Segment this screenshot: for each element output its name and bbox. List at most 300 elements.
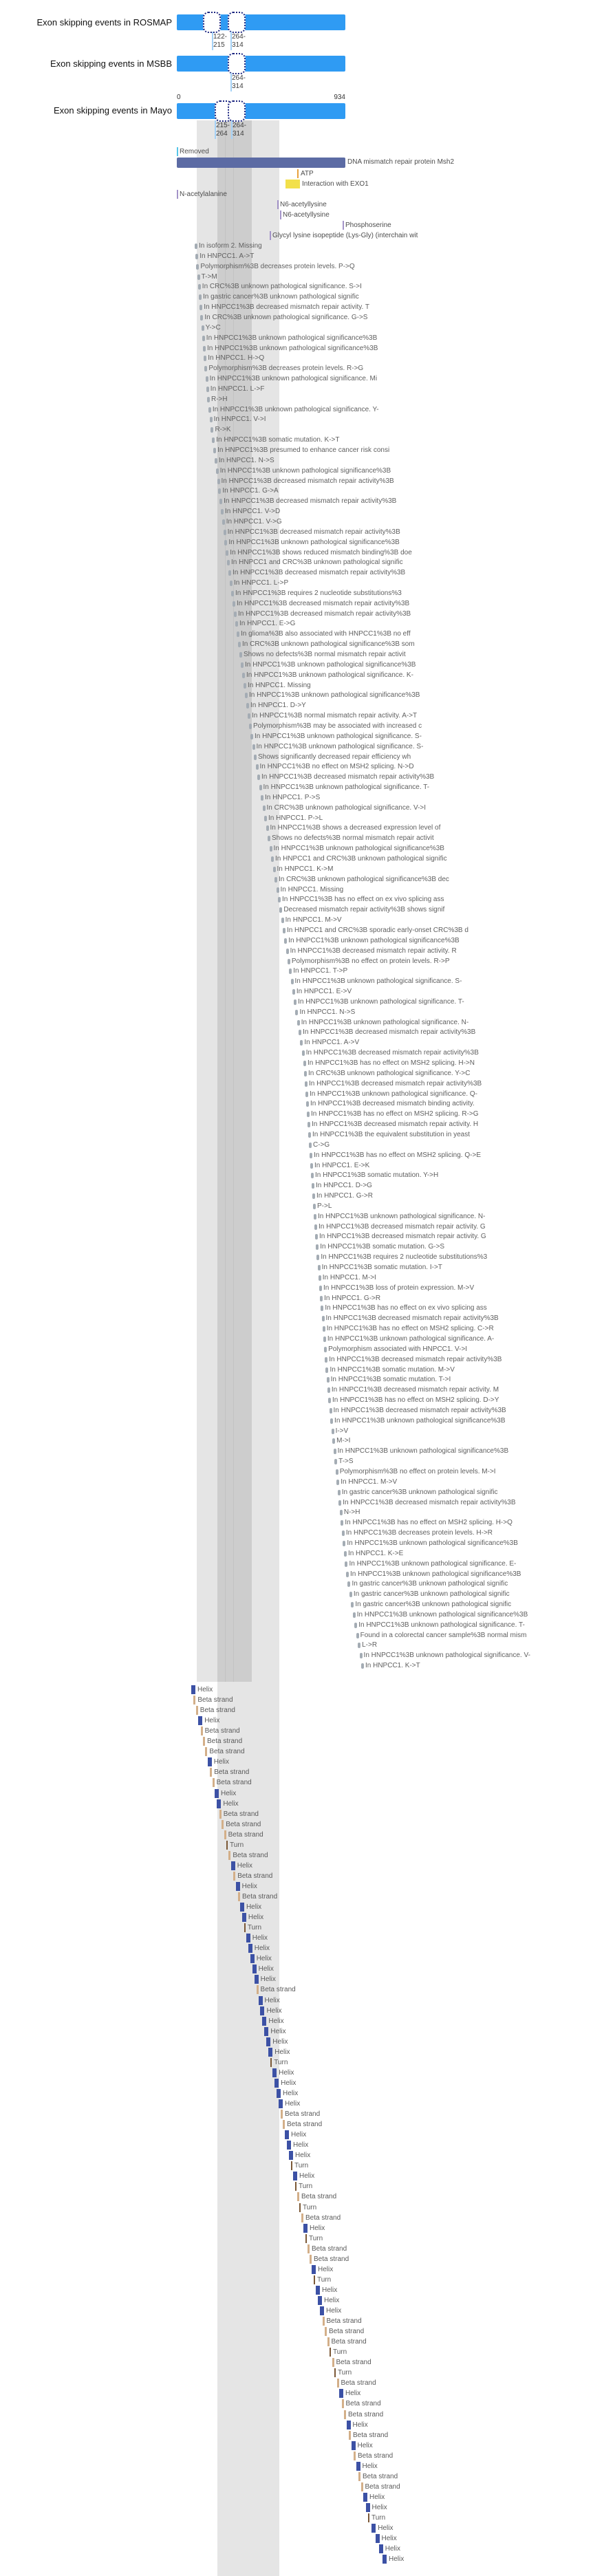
exon-marker-box[interactable] bbox=[228, 12, 246, 33]
helix-tick[interactable] bbox=[191, 1685, 195, 1694]
variant-marker[interactable] bbox=[259, 785, 262, 790]
variant-marker[interactable] bbox=[325, 1357, 327, 1363]
structure-label: Helix bbox=[291, 2131, 307, 2139]
variant-marker[interactable] bbox=[266, 825, 269, 831]
variant-label: In HNPCC1. T->P bbox=[293, 967, 348, 975]
helix-tick[interactable] bbox=[289, 2151, 293, 2160]
beta-strand-tick[interactable] bbox=[310, 2255, 312, 2264]
helix-tick[interactable] bbox=[268, 2048, 272, 2057]
variant-marker[interactable] bbox=[274, 877, 277, 883]
structure-label: Helix bbox=[260, 1976, 276, 1984]
beta-strand-tick[interactable] bbox=[344, 2410, 346, 2419]
variant-marker[interactable] bbox=[206, 376, 208, 382]
helix-tick[interactable] bbox=[246, 1934, 250, 1942]
variant-label: R->H bbox=[211, 395, 228, 403]
marker-range-label: 264- bbox=[232, 33, 246, 41]
variant-marker[interactable] bbox=[338, 1500, 341, 1506]
variant-marker[interactable] bbox=[288, 959, 290, 964]
beta-strand-tick[interactable] bbox=[297, 2192, 299, 2201]
variant-marker[interactable] bbox=[248, 713, 250, 719]
helix-tick[interactable] bbox=[371, 2524, 376, 2533]
variant-marker[interactable] bbox=[310, 1163, 313, 1169]
exon-marker-box[interactable] bbox=[228, 100, 246, 122]
variant-marker[interactable] bbox=[305, 1092, 308, 1097]
variant-label: In CRC%3B unknown pathological significance. V->I bbox=[266, 803, 427, 812]
helix-tick[interactable] bbox=[252, 1965, 257, 1973]
beta-strand-tick[interactable] bbox=[193, 1696, 195, 1704]
helix-tick[interactable] bbox=[376, 2534, 380, 2543]
beta-strand-tick[interactable] bbox=[224, 1830, 226, 1839]
variant-marker[interactable] bbox=[283, 928, 285, 933]
helix-tick[interactable] bbox=[287, 2141, 291, 2150]
helix-tick[interactable] bbox=[303, 2224, 308, 2233]
beta-strand-tick[interactable] bbox=[210, 1768, 212, 1777]
helix-tick[interactable] bbox=[217, 1799, 221, 1808]
beta-strand-tick[interactable] bbox=[332, 2358, 334, 2367]
annotation-tick[interactable] bbox=[297, 169, 299, 178]
variant-label: Decreased mismatch repair activity%3B shows signif bbox=[283, 906, 445, 914]
variant-label: In HNPCC1%3B decreased mismatch repair activity%3B bbox=[329, 1355, 502, 1363]
turn-tick[interactable] bbox=[244, 1923, 246, 1932]
variant-marker[interactable] bbox=[196, 264, 199, 270]
helix-tick[interactable] bbox=[272, 2068, 277, 2077]
marker-range-label: 314 bbox=[232, 41, 244, 49]
variant-marker[interactable] bbox=[319, 1275, 321, 1281]
helix-tick[interactable] bbox=[366, 2503, 370, 2512]
variant-marker[interactable] bbox=[325, 1367, 328, 1373]
variant-marker[interactable] bbox=[299, 1030, 301, 1035]
variant-marker[interactable] bbox=[203, 346, 206, 351]
variant-marker[interactable] bbox=[250, 734, 253, 739]
helix-tick[interactable] bbox=[320, 2306, 324, 2315]
variant-marker[interactable] bbox=[208, 407, 211, 413]
beta-strand-tick[interactable] bbox=[342, 2399, 344, 2408]
turn-tick[interactable] bbox=[299, 2203, 301, 2212]
variant-marker[interactable] bbox=[334, 1449, 336, 1454]
variant-marker[interactable] bbox=[324, 1347, 327, 1352]
variant-marker[interactable] bbox=[318, 1265, 321, 1270]
variant-marker[interactable] bbox=[323, 1336, 326, 1342]
beta-strand-tick[interactable] bbox=[354, 2451, 356, 2460]
variant-marker[interactable] bbox=[195, 243, 197, 249]
variant-marker[interactable] bbox=[268, 836, 270, 841]
variant-marker[interactable] bbox=[271, 856, 274, 862]
structure-label: Helix bbox=[293, 2141, 309, 2150]
variant-marker[interactable] bbox=[341, 1520, 343, 1526]
variant-marker[interactable] bbox=[340, 1510, 343, 1515]
variant-marker[interactable] bbox=[294, 999, 296, 1005]
variant-marker[interactable] bbox=[256, 764, 259, 770]
variant-marker[interactable] bbox=[314, 1214, 316, 1220]
variant-marker[interactable] bbox=[295, 1010, 298, 1015]
annotation-tick[interactable] bbox=[270, 231, 271, 240]
beta-strand-tick[interactable] bbox=[213, 1778, 215, 1787]
helix-tick[interactable] bbox=[356, 2462, 360, 2471]
variant-marker[interactable] bbox=[349, 1592, 352, 1597]
variant-marker[interactable] bbox=[277, 887, 279, 893]
structure-label: Beta strand bbox=[329, 2328, 365, 2336]
structure-label: Helix bbox=[213, 1758, 230, 1766]
variant-marker[interactable] bbox=[252, 744, 255, 750]
structure-label: Turn bbox=[303, 2203, 317, 2211]
variant-marker[interactable] bbox=[313, 1204, 316, 1209]
structure-label: Helix bbox=[274, 2048, 290, 2056]
beta-strand-tick[interactable] bbox=[257, 1985, 259, 1994]
variant-marker[interactable] bbox=[327, 1377, 330, 1383]
variant-marker[interactable] bbox=[312, 1193, 315, 1199]
variant-marker[interactable] bbox=[316, 1244, 319, 1250]
structure-label: Helix bbox=[252, 1934, 268, 1942]
helix-tick[interactable] bbox=[231, 1861, 235, 1870]
variant-marker[interactable] bbox=[314, 1224, 317, 1230]
variant-marker[interactable] bbox=[199, 294, 202, 300]
beta-strand-tick[interactable] bbox=[222, 1820, 224, 1829]
variant-label: In isoform 2. Missing bbox=[199, 242, 262, 250]
variant-marker[interactable] bbox=[213, 448, 216, 453]
chain-bar[interactable] bbox=[177, 158, 345, 168]
variant-marker[interactable] bbox=[239, 652, 242, 658]
variant-marker[interactable] bbox=[281, 918, 284, 923]
turn-tick[interactable] bbox=[334, 2368, 336, 2377]
variant-marker[interactable] bbox=[310, 1153, 312, 1158]
variant-marker[interactable] bbox=[328, 1398, 331, 1403]
helix-tick[interactable] bbox=[255, 1975, 259, 1984]
variant-label: In HNPCC1. L->F bbox=[210, 385, 265, 393]
helix-tick[interactable] bbox=[363, 2493, 367, 2502]
variant-label: In HNPCC1. M->I bbox=[322, 1273, 376, 1281]
helix-tick[interactable] bbox=[339, 2389, 343, 2398]
helix-tick[interactable] bbox=[215, 1789, 219, 1798]
variant-marker[interactable] bbox=[327, 1387, 330, 1393]
turn-tick[interactable] bbox=[226, 1841, 228, 1850]
variant-marker[interactable] bbox=[233, 601, 235, 607]
variant-label: T->M bbox=[201, 272, 217, 281]
variant-marker[interactable] bbox=[300, 1040, 303, 1046]
variant-label: In gastric cancer%3B unknown pathological signific bbox=[355, 1601, 512, 1609]
variant-marker[interactable] bbox=[246, 703, 249, 708]
track-bar[interactable] bbox=[177, 14, 345, 30]
variant-marker[interactable] bbox=[200, 315, 203, 321]
variant-marker[interactable] bbox=[312, 1183, 314, 1189]
variant-marker[interactable] bbox=[346, 1572, 349, 1577]
helix-tick[interactable] bbox=[260, 2006, 264, 2015]
helix-tick[interactable] bbox=[208, 1757, 212, 1766]
variant-marker[interactable] bbox=[241, 662, 244, 668]
variant-marker[interactable] bbox=[306, 1101, 309, 1107]
helix-tick[interactable] bbox=[262, 2017, 266, 2026]
structure-label: Beta strand bbox=[214, 1768, 250, 1777]
beta-strand-tick[interactable] bbox=[301, 2214, 303, 2222]
structure-label: Helix bbox=[299, 2172, 315, 2180]
helix-tick[interactable] bbox=[259, 1996, 263, 2005]
variant-label: R->K bbox=[215, 426, 231, 434]
variant-marker[interactable] bbox=[195, 254, 198, 259]
beta-strand-tick[interactable] bbox=[233, 1872, 235, 1881]
variant-marker[interactable] bbox=[319, 1286, 322, 1291]
variant-marker[interactable] bbox=[273, 867, 276, 872]
helix-tick[interactable] bbox=[312, 2265, 316, 2274]
track-label: Exon skipping events in ROSMAP bbox=[36, 17, 172, 28]
helix-tick[interactable] bbox=[240, 1903, 244, 1912]
variant-marker[interactable] bbox=[264, 816, 267, 821]
variant-marker[interactable] bbox=[198, 284, 201, 290]
beta-strand-tick[interactable] bbox=[205, 1747, 207, 1756]
structure-label: Beta strand bbox=[207, 1738, 243, 1746]
variant-marker[interactable] bbox=[307, 1112, 310, 1117]
helix-tick[interactable] bbox=[293, 2172, 297, 2180]
variant-marker[interactable] bbox=[334, 1459, 337, 1464]
variant-marker[interactable] bbox=[302, 1050, 305, 1056]
turn-tick[interactable] bbox=[291, 2161, 292, 2170]
variant-label: In HNPCC1. D->G bbox=[316, 1182, 372, 1190]
structure-label: Turn bbox=[247, 1924, 262, 1932]
variant-marker[interactable] bbox=[332, 1438, 335, 1444]
beta-strand-tick[interactable] bbox=[323, 2317, 325, 2326]
beta-strand-tick[interactable] bbox=[228, 1851, 230, 1860]
variant-marker[interactable] bbox=[202, 325, 204, 331]
variant-marker[interactable] bbox=[212, 437, 215, 443]
variant-marker[interactable] bbox=[261, 795, 263, 801]
variant-marker[interactable] bbox=[338, 1490, 341, 1495]
variant-label: Shows significantly decreased repair efficiency wh bbox=[258, 753, 411, 761]
variant-marker[interactable] bbox=[286, 949, 289, 954]
variant-marker[interactable] bbox=[226, 550, 228, 556]
annotation-tick[interactable] bbox=[177, 190, 178, 199]
variant-marker[interactable] bbox=[308, 1122, 310, 1127]
variant-label: Polymorphism%3B decreases protein levels. R->G bbox=[208, 365, 364, 373]
beta-strand-tick[interactable] bbox=[358, 2472, 360, 2481]
variant-marker[interactable] bbox=[242, 673, 245, 678]
turn-tick[interactable] bbox=[368, 2513, 369, 2522]
structure-label: Beta strand bbox=[237, 1872, 273, 1880]
variant-marker[interactable] bbox=[224, 540, 227, 545]
variant-marker[interactable] bbox=[344, 1551, 347, 1557]
variant-label: In HNPCC1. A->T bbox=[200, 252, 255, 260]
variant-marker[interactable] bbox=[278, 897, 281, 902]
variant-marker[interactable] bbox=[336, 1480, 339, 1485]
variant-marker[interactable] bbox=[263, 805, 266, 811]
variant-marker[interactable] bbox=[291, 979, 294, 984]
variant-marker[interactable] bbox=[336, 1469, 338, 1475]
beta-strand-tick[interactable] bbox=[281, 2110, 283, 2119]
variant-label: In HNPCC1%3B unknown pathological significance. T- bbox=[263, 783, 430, 792]
variant-marker[interactable] bbox=[330, 1408, 332, 1414]
variant-marker[interactable] bbox=[235, 621, 238, 627]
variant-label: M->I bbox=[336, 1437, 351, 1445]
variant-marker[interactable] bbox=[230, 581, 233, 586]
structure-label: Helix bbox=[197, 1686, 213, 1693]
helix-tick[interactable] bbox=[347, 2421, 351, 2429]
variant-label: In HNPCC1%3B decreased mismatch repair activity%3B bbox=[305, 1049, 479, 1057]
structure-label: Beta strand bbox=[197, 1696, 233, 1704]
helix-tick[interactable] bbox=[277, 2089, 281, 2098]
variant-marker[interactable] bbox=[254, 755, 257, 760]
variant-marker[interactable] bbox=[297, 1020, 300, 1026]
turn-tick[interactable] bbox=[305, 2234, 307, 2243]
variant-label: C->G bbox=[313, 1140, 330, 1149]
variant-marker[interactable] bbox=[244, 683, 246, 689]
variant-marker[interactable] bbox=[292, 989, 295, 995]
variant-marker[interactable] bbox=[354, 1623, 357, 1628]
annotation-tick[interactable] bbox=[280, 210, 281, 219]
beta-strand-tick[interactable] bbox=[201, 1727, 203, 1735]
variant-marker[interactable] bbox=[330, 1418, 333, 1424]
variant-label: In HNPCC1. E->G bbox=[239, 620, 296, 628]
variant-marker[interactable] bbox=[257, 775, 260, 780]
annotation-tick[interactable] bbox=[177, 147, 178, 156]
beta-strand-tick[interactable] bbox=[325, 2327, 327, 2336]
beta-strand-tick[interactable] bbox=[219, 1810, 222, 1819]
variant-marker[interactable] bbox=[308, 1132, 311, 1138]
variant-label: In HNPCC1%3B somatic mutation. G->S bbox=[320, 1243, 445, 1251]
helix-tick[interactable] bbox=[274, 2079, 279, 2088]
helix-tick[interactable] bbox=[316, 2286, 320, 2295]
structure-label: Helix bbox=[326, 2307, 342, 2315]
variant-marker[interactable] bbox=[347, 1581, 350, 1587]
variant-marker[interactable] bbox=[316, 1255, 319, 1260]
scale-min-label: 0 bbox=[177, 94, 181, 101]
structure-label: Beta strand bbox=[285, 2110, 321, 2119]
variant-marker[interactable] bbox=[197, 274, 200, 280]
variant-marker[interactable] bbox=[305, 1081, 308, 1087]
variant-marker[interactable] bbox=[309, 1143, 312, 1148]
variant-label: In HNPCC1%3B shows reduced mismatch binding%3B doe bbox=[230, 548, 412, 556]
variant-marker[interactable] bbox=[216, 468, 219, 474]
variant-marker[interactable] bbox=[343, 1541, 345, 1546]
annotation-tick[interactable] bbox=[343, 221, 344, 230]
variant-marker[interactable] bbox=[234, 611, 237, 617]
variant-marker[interactable] bbox=[321, 1306, 323, 1311]
variant-label: In glioma%3B also associated with HNPCC1%3B no eff bbox=[241, 630, 411, 638]
exon-marker-box[interactable] bbox=[203, 12, 221, 33]
variant-label: In HNPCC1%3B decreased mismatch repair activity. T bbox=[204, 303, 370, 312]
beta-strand-tick[interactable] bbox=[238, 1892, 240, 1901]
helix-tick[interactable] bbox=[198, 1716, 202, 1725]
structure-label: Helix bbox=[389, 2555, 405, 2564]
turn-tick[interactable] bbox=[330, 2348, 331, 2357]
variant-marker[interactable] bbox=[360, 1653, 363, 1658]
variant-label: In HNPCC1. P->L bbox=[268, 814, 323, 822]
variant-marker[interactable] bbox=[222, 519, 225, 525]
track-bar[interactable] bbox=[177, 56, 345, 72]
variant-marker[interactable] bbox=[323, 1326, 325, 1332]
helix-tick[interactable] bbox=[236, 1882, 240, 1891]
variant-marker[interactable] bbox=[315, 1234, 318, 1240]
beta-strand-tick[interactable] bbox=[327, 2337, 330, 2346]
helix-tick[interactable] bbox=[264, 2027, 268, 2036]
beta-strand-tick[interactable] bbox=[337, 2379, 339, 2388]
variant-marker[interactable] bbox=[289, 968, 292, 974]
variant-marker[interactable] bbox=[219, 499, 222, 504]
variant-marker[interactable] bbox=[238, 642, 241, 647]
beta-strand-tick[interactable] bbox=[283, 2120, 285, 2129]
turn-tick[interactable] bbox=[314, 2275, 315, 2284]
helix-tick[interactable] bbox=[285, 2130, 289, 2139]
variant-marker[interactable] bbox=[358, 1643, 360, 1648]
structure-label: Helix bbox=[371, 2503, 387, 2511]
annotation-tick[interactable] bbox=[277, 200, 279, 209]
variant-label: In HNPCC1. K->M bbox=[277, 865, 334, 873]
variant-marker[interactable] bbox=[304, 1071, 307, 1076]
variant-marker[interactable] bbox=[361, 1663, 364, 1669]
helix-tick[interactable] bbox=[382, 2555, 387, 2564]
variant-marker[interactable] bbox=[342, 1530, 345, 1536]
variant-marker[interactable] bbox=[202, 336, 205, 341]
beta-strand-tick[interactable] bbox=[349, 2431, 351, 2440]
variant-marker[interactable] bbox=[206, 387, 209, 392]
helix-tick[interactable] bbox=[379, 2544, 383, 2553]
variant-marker[interactable] bbox=[200, 305, 202, 310]
marker-range-label: 215 bbox=[213, 41, 225, 49]
structure-label: Helix bbox=[254, 1945, 270, 1953]
variant-marker[interactable] bbox=[215, 458, 217, 464]
variant-marker[interactable] bbox=[356, 1633, 359, 1638]
structure-label: Helix bbox=[283, 2089, 299, 2097]
variant-marker[interactable] bbox=[228, 570, 231, 576]
variant-marker[interactable] bbox=[237, 631, 239, 637]
beta-strand-tick[interactable] bbox=[361, 2482, 363, 2491]
track-bar[interactable] bbox=[177, 103, 345, 119]
region-box[interactable] bbox=[285, 180, 300, 188]
variant-marker[interactable] bbox=[351, 1602, 354, 1608]
variant-marker[interactable] bbox=[322, 1316, 325, 1321]
variant-label: P->L bbox=[317, 1202, 332, 1210]
variant-marker[interactable] bbox=[279, 907, 282, 913]
variant-marker[interactable] bbox=[245, 693, 248, 698]
variant-marker[interactable] bbox=[249, 724, 252, 729]
beta-strand-tick[interactable] bbox=[308, 2244, 310, 2253]
helix-tick[interactable] bbox=[266, 2037, 270, 2046]
variant-label: In HNPCC1. K->E bbox=[347, 1549, 404, 1557]
variant-marker[interactable] bbox=[270, 846, 272, 852]
variant-marker[interactable] bbox=[345, 1561, 347, 1567]
variant-marker[interactable] bbox=[217, 479, 220, 484]
variant-marker[interactable] bbox=[231, 591, 234, 596]
beta-strand-tick[interactable] bbox=[203, 1737, 205, 1746]
variant-marker[interactable] bbox=[284, 938, 287, 944]
variant-marker[interactable] bbox=[353, 1612, 356, 1618]
helix-tick[interactable] bbox=[279, 2099, 283, 2108]
variant-marker[interactable] bbox=[221, 509, 224, 515]
variant-label: In HNPCC1%3B decreased mismatch repair activity. H bbox=[312, 1121, 479, 1129]
helix-tick[interactable] bbox=[248, 1944, 252, 1953]
variant-label: In HNPCC1%3B somatic mutation. I->T bbox=[321, 1264, 442, 1271]
variant-label: Y->C bbox=[205, 323, 221, 332]
beta-strand-tick[interactable] bbox=[196, 1706, 198, 1715]
variant-label: In HNPCC1. G->R bbox=[324, 1294, 381, 1302]
helix-tick[interactable] bbox=[250, 1954, 255, 1963]
variant-marker[interactable] bbox=[224, 530, 226, 535]
variant-label: In HNPCC1 and CRC%3B sporadic early-onset CRC%3B d bbox=[286, 926, 468, 934]
variant-label: In HNPCC1%3B decreased mismatch repair activity. G bbox=[319, 1233, 486, 1241]
variant-marker[interactable] bbox=[311, 1173, 314, 1178]
variant-marker[interactable] bbox=[303, 1061, 306, 1066]
turn-tick[interactable] bbox=[270, 2058, 272, 2067]
variant-label: In HNPCC1%3B has no effect on MSH2 splicing. Q->E bbox=[314, 1151, 481, 1159]
exon-marker-box[interactable] bbox=[228, 53, 246, 74]
variant-marker[interactable] bbox=[210, 417, 213, 422]
turn-tick[interactable] bbox=[295, 2182, 296, 2191]
variant-marker[interactable] bbox=[207, 397, 210, 402]
variant-marker[interactable] bbox=[204, 356, 206, 361]
variant-marker[interactable] bbox=[227, 560, 230, 565]
helix-tick[interactable] bbox=[318, 2296, 322, 2305]
variant-marker[interactable] bbox=[320, 1296, 323, 1301]
structure-label: Helix bbox=[256, 1955, 272, 1963]
helix-tick[interactable] bbox=[352, 2441, 356, 2450]
variant-marker[interactable] bbox=[332, 1429, 334, 1434]
helix-tick[interactable] bbox=[242, 1913, 246, 1922]
